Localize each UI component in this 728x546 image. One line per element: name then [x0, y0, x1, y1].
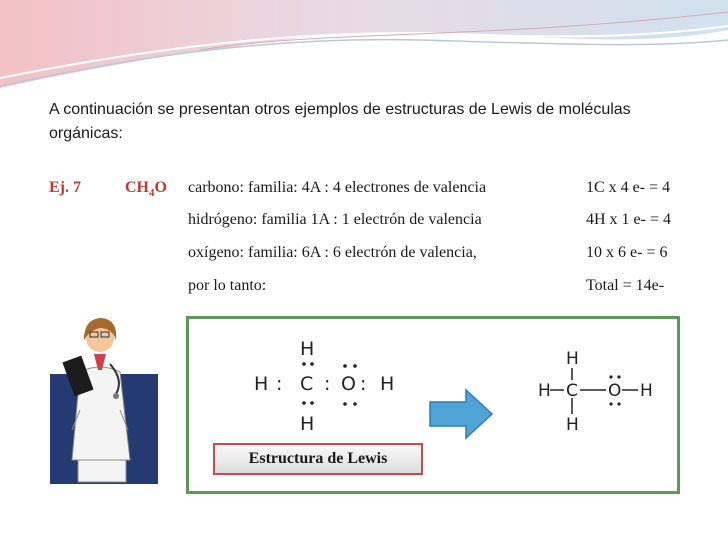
- colon-mid: :: [324, 373, 331, 395]
- hydrogen-description: hidrógeno: familia 1A : 1 electrón de valencia: [188, 211, 482, 228]
- total-description: por lo tanto:: [188, 277, 267, 294]
- struct-h-right: H: [640, 381, 653, 401]
- carbon-calc: 1C x 4 e- = 4: [586, 179, 671, 196]
- doctor-clipart-icon: [50, 310, 162, 485]
- formula-main: CH: [125, 179, 149, 196]
- header-wave-decoration: [0, 0, 728, 90]
- intro-text: A continuación se presentan otros ejemplos de estructuras de Lewis de moléculas orgánicas:: [49, 101, 631, 142]
- atom-h-top: H: [300, 338, 315, 360]
- hydrogen-calc: 4H x 1 e- = 4: [586, 211, 672, 228]
- struct-h-top: H: [566, 349, 579, 369]
- atom-o: O: [341, 373, 356, 395]
- atom-h-left: H: [254, 373, 269, 395]
- struct-o: O: [608, 381, 622, 401]
- atom-c: C: [300, 373, 314, 395]
- atom-h-right: H: [380, 373, 395, 395]
- molecule-formula: [125, 178, 167, 203]
- struct-h-left: H: [538, 381, 551, 401]
- oxygen-calc: 10 x 6 e- = 6: [586, 244, 668, 261]
- formula-subscript: 4: [149, 187, 155, 200]
- struct-c: C: [566, 381, 578, 401]
- colon-right: :: [360, 373, 367, 395]
- oxygen-description: oxígeno: familia: 6A : 6 electrón de valencia,: [188, 244, 477, 261]
- example-label: Ej. 7: [49, 179, 81, 196]
- colon-left: :: [276, 373, 283, 395]
- struct-h-bottom: H: [566, 415, 579, 435]
- formula-end: O: [154, 179, 167, 196]
- lewis-structure-label: Estructura de Lewis: [213, 443, 423, 475]
- carbon-description: carbono: familia: 4A : 4 electrones de valencia: [188, 179, 487, 196]
- total-calc: Total = 14e-: [586, 277, 665, 294]
- atom-h-bottom: H: [300, 413, 315, 435]
